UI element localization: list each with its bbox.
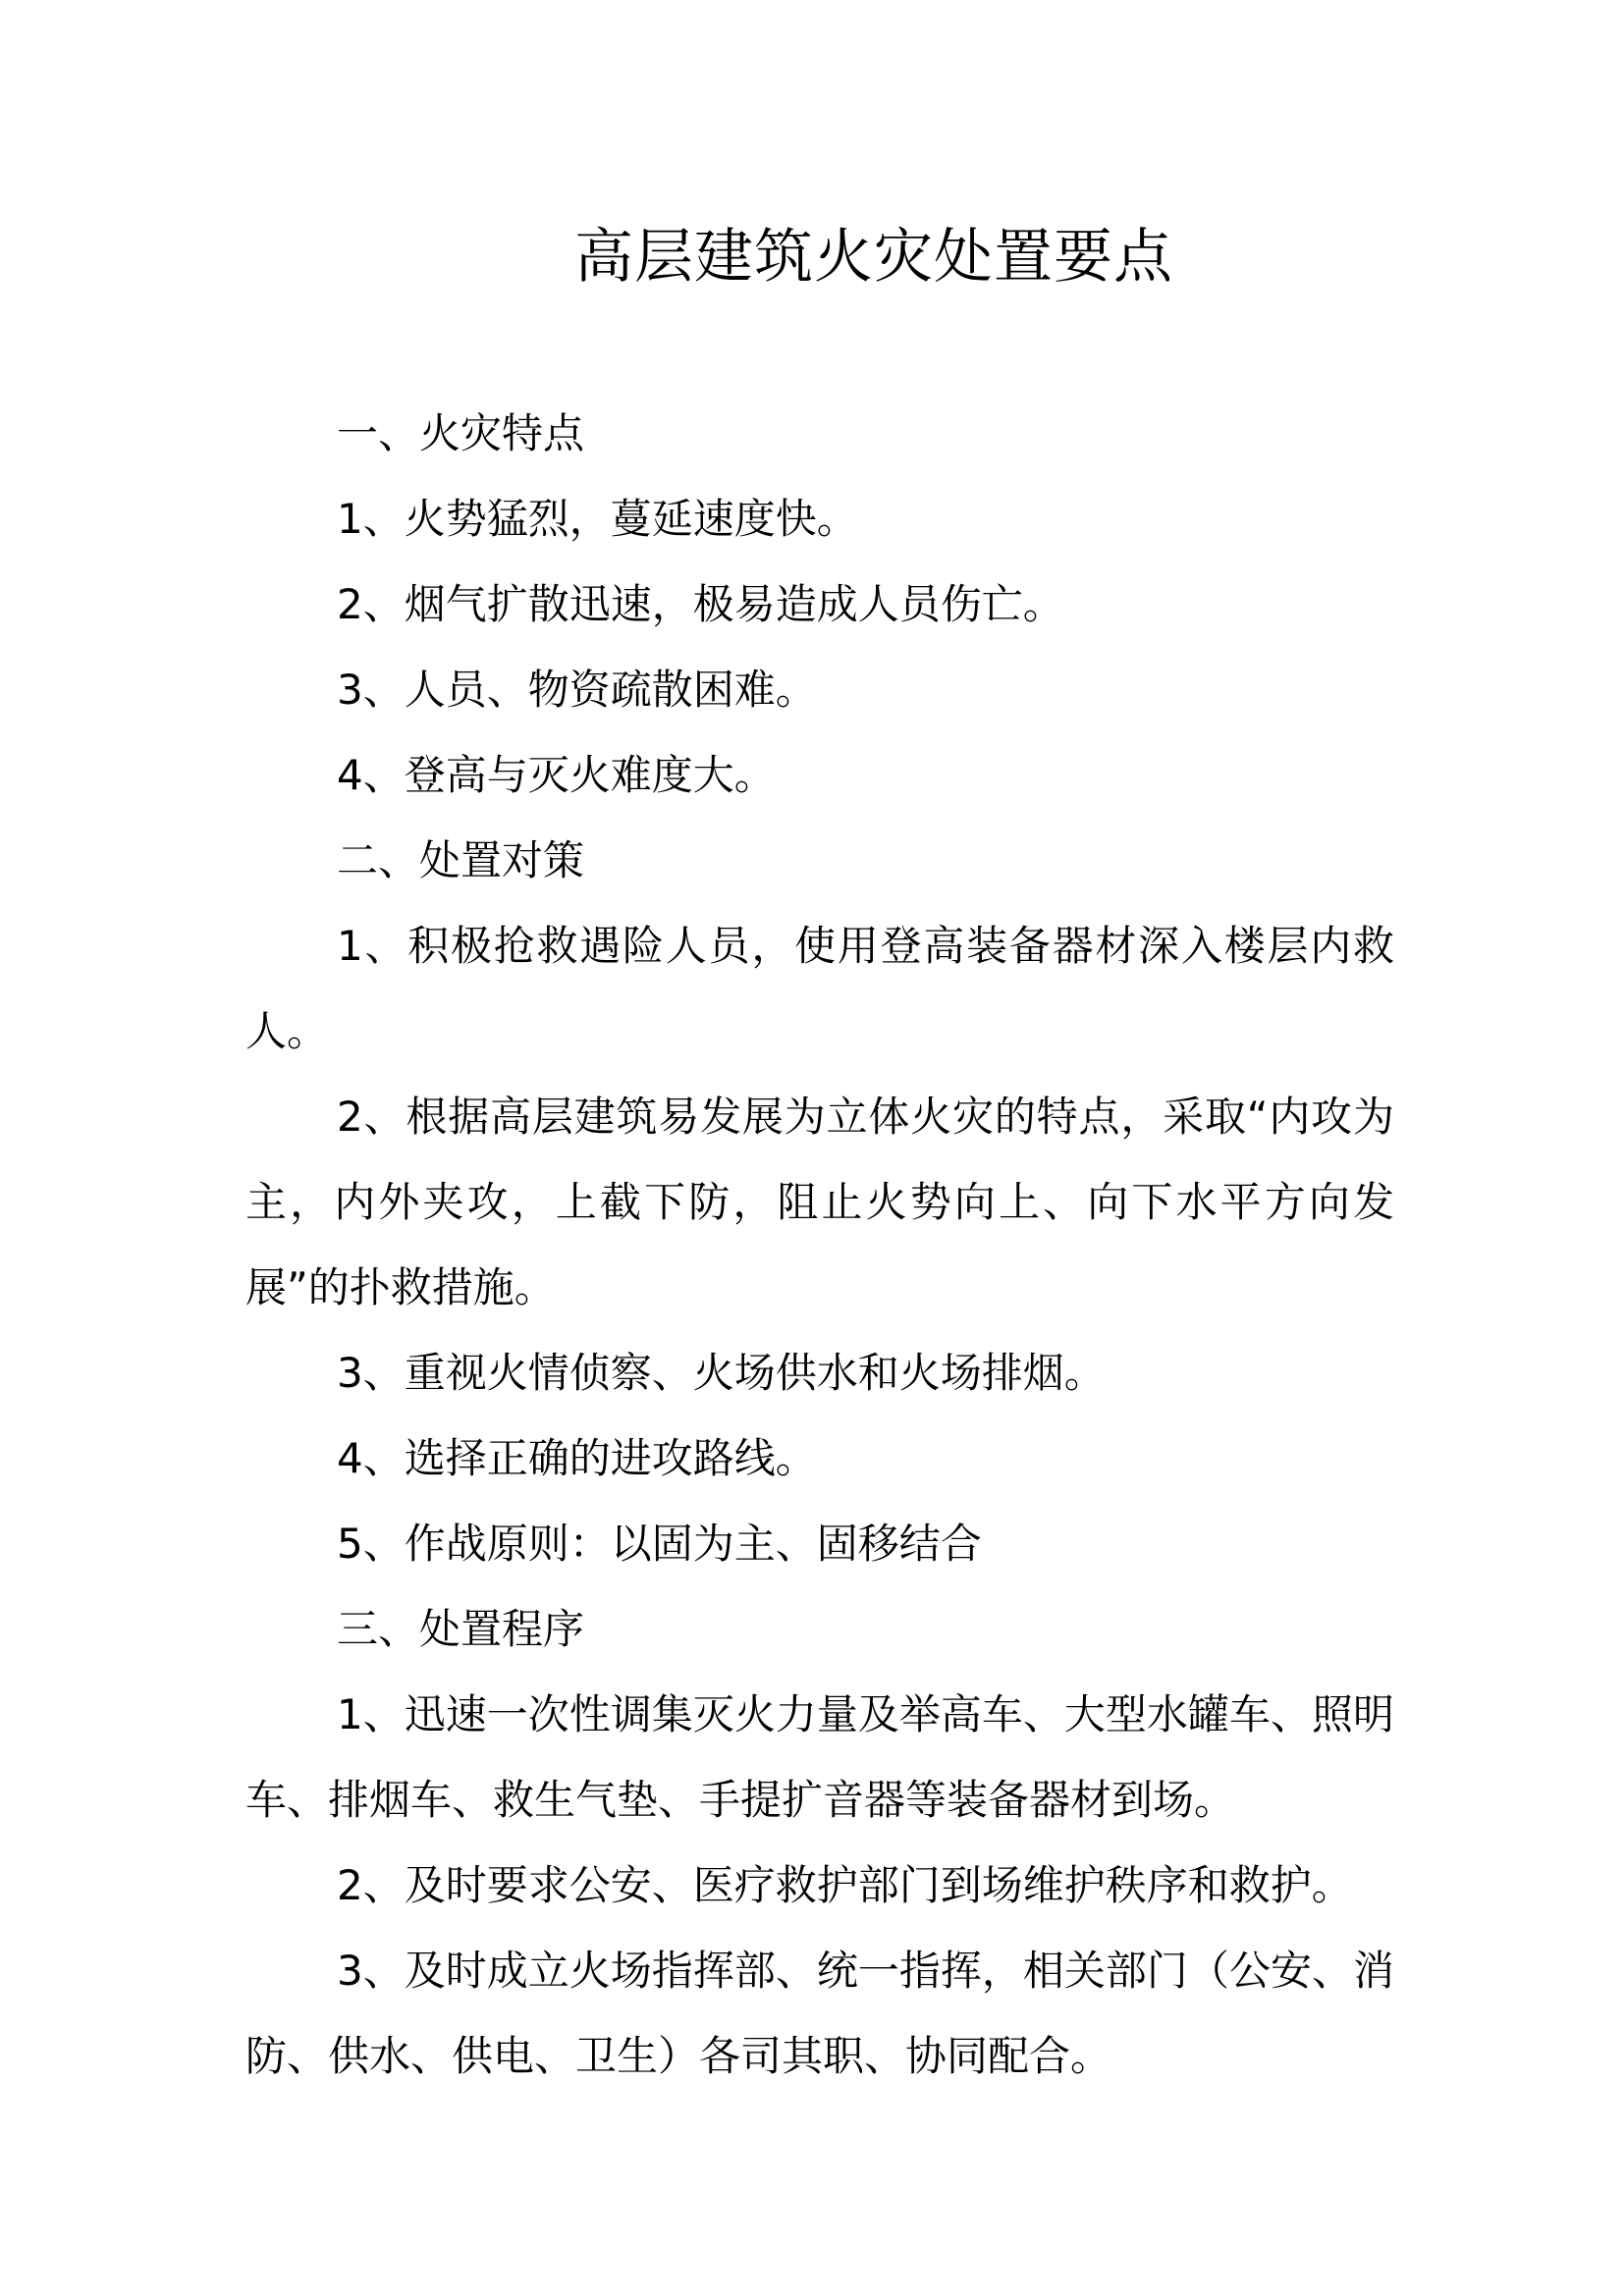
list-item: 2、烟气扩散迅速，极易造成人员伤亡。 bbox=[337, 580, 1064, 628]
list-item: 3、人员、物资疏散困难。 bbox=[337, 666, 817, 714]
section-heading-characteristics: 一、火灾特点 bbox=[337, 409, 585, 457]
section-heading-procedure: 三、处置程序 bbox=[337, 1605, 585, 1653]
section-heading-countermeasures: 二、处置对策 bbox=[337, 836, 585, 884]
list-item: 5、作战原则：以固为主、固移结合 bbox=[337, 1520, 982, 1568]
list-item: 3、及时成立火场指挥部、统一指挥，相关部门（公安、消防、供水、供电、卫生）各司其职、协同配合。 bbox=[245, 1947, 1394, 2080]
list-item: 1、迅速一次性调集灭火力量及举高车、大型水罐车、照明车、排烟车、救生气垫、手提扩音器等装备器材到场。 bbox=[245, 1690, 1394, 1824]
list-item: 2、根据高层建筑易发展为立体火灾的特点，采取“内攻为主，内外夹攻，上截下防，阻止火势向上、向下水平方向发展”的扑救措施。 bbox=[245, 1093, 1394, 1311]
document-body bbox=[245, 391, 1394, 2099]
list-item: 3、重视火情侦察、火场供水和火场排烟。 bbox=[337, 1349, 1106, 1397]
list-item: 1、积极抢救遇险人员，使用登高装备器材深入楼层内救人。 bbox=[245, 922, 1394, 1055]
list-item: 4、登高与灭火难度大。 bbox=[337, 751, 776, 799]
list-item: 1、火势猛烈，蔓延速度快。 bbox=[337, 495, 858, 543]
list-item: 4、选择正确的进攻路线。 bbox=[337, 1434, 817, 1482]
list-item: 2、及时要求公安、医疗救护部门到场维护秩序和救护。 bbox=[337, 1861, 1353, 1909]
document-title: 高层建筑火灾处置要点 bbox=[574, 223, 1173, 292]
